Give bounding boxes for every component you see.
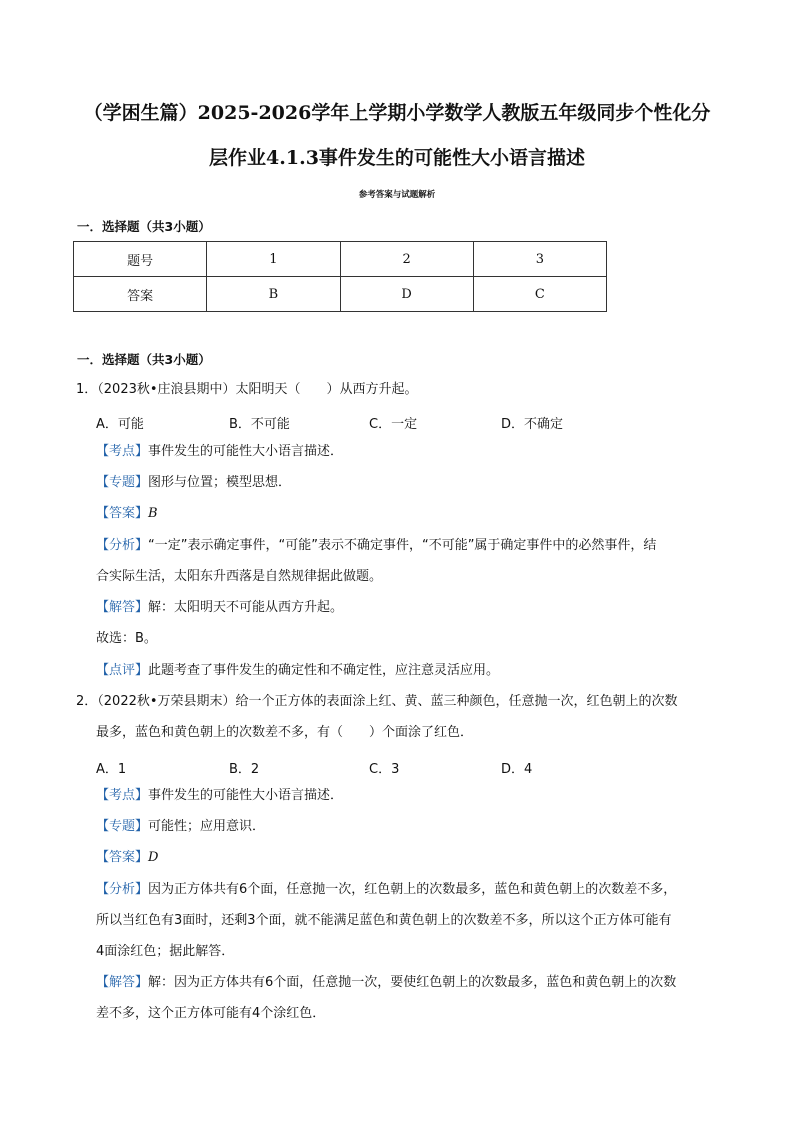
q2-stem: 2．（2022秋•万荣县期末）给一个正方体的表面涂上红、黄、蓝三种颜色，任意抛一次，红色朝上的次数 (76, 694, 678, 709)
q1-solution (96, 601, 343, 614)
q2-option-c: C．3 (369, 762, 400, 777)
table-cell: 题号 (74, 242, 207, 277)
q1-comment (96, 664, 499, 677)
table-cell: B (207, 277, 340, 312)
table-cell: 答案 (74, 277, 207, 312)
comment-text: 此题考查了事件发生的确定性和不确定性，应注意灵活应用。 (148, 663, 500, 678)
analysis-tag: 【分析】 (96, 538, 149, 553)
zhuanti-tag: 【专题】 (96, 819, 149, 834)
solution-text: 解：太阳明天不可能从西方升起。 (148, 600, 344, 615)
q2-analysis (96, 883, 676, 896)
q1-choice: 故选：B。 (96, 631, 157, 646)
q1-zhuanti (96, 476, 291, 489)
q1-option-d: D．不确定 (501, 417, 564, 432)
section-heading-answers: 一．选择题（共3小题） (77, 219, 211, 234)
table-cell: 1 (207, 242, 340, 277)
q2-analysis-cont1: 所以当红色有3面时，还剩3个面，就不能满足蓝色和黄色朝上的次数差不多，所以这个正方体可能有 (96, 913, 672, 928)
document-subtitle: 参考答案与试题解析 (358, 190, 436, 200)
q1-option-a: A．可能 (96, 417, 144, 432)
q2-option-b: B．2 (229, 762, 260, 777)
kaodian-text: 事件发生的可能性大小语言描述． (148, 444, 344, 459)
table-cell: D (340, 277, 473, 312)
answer-tag: 【答案】 (96, 850, 149, 865)
answer-tag: 【答案】 (96, 506, 149, 521)
q2-stem-cont: 最多，蓝色和黄色朝上的次数差不多，有（ ）个面涂了红色． (96, 725, 474, 740)
kaodian-tag: 【考点】 (96, 444, 149, 459)
table-row (74, 242, 607, 277)
analysis-text: “一定”表示确定事件，“可能”表示不确定事件，“不可能”属于确定事件中的必然事件，结 (148, 538, 657, 553)
q2-solution-cont: 差不多，这个正方体可能有4个涂红色． (96, 1006, 326, 1021)
q1-analysis-cont: 合实际生活，太阳东升西落是自然规律据此做题。 (96, 569, 383, 584)
table-cell: 3 (473, 242, 606, 277)
kaodian-tag: 【考点】 (96, 788, 149, 803)
q1-option-b: B．不可能 (229, 417, 290, 432)
q1-answer (96, 507, 158, 520)
solution-tag: 【解答】 (96, 975, 149, 990)
answer-text: B (148, 506, 158, 521)
document-title-line2: 层作业4.1.3事件发生的可能性大小语言描述 (209, 147, 585, 169)
solution-tag: 【解答】 (96, 600, 149, 615)
document-title-line1: （学困生篇）2025-2026学年上学期小学数学人教版五年级同步个性化分 (83, 102, 711, 124)
q2-solution (96, 976, 676, 989)
table-row (74, 277, 607, 312)
q2-option-a: A．1 (96, 762, 127, 777)
answer-text: D (148, 850, 159, 865)
q2-answer (96, 851, 158, 864)
section-heading-questions: 一．选择题（共3小题） (77, 352, 211, 367)
q2-zhuanti (96, 820, 265, 833)
zhuanti-text: 图形与位置；模型思想． (148, 475, 292, 490)
q2-option-d: D．4 (501, 762, 533, 777)
answer-table (73, 241, 607, 312)
analysis-tag: 【分析】 (96, 882, 149, 897)
solution-text: 解：因为正方体共有6个面，任意抛一次，要使红色朝上的次数最多，蓝色和黄色朝上的次数 (148, 975, 677, 990)
q1-stem: 1．（2023秋•庄浪县期中）太阳明天（ ）从西方升起。 (76, 382, 418, 397)
comment-tag: 【点评】 (96, 663, 149, 678)
table-cell: 2 (340, 242, 473, 277)
q2-kaodian (96, 789, 343, 802)
q1-analysis (96, 539, 656, 552)
analysis-text: 因为正方体共有6个面，任意抛一次，红色朝上的次数最多，蓝色和黄色朝上的次数差不多， (148, 882, 677, 897)
table-cell: C (473, 277, 606, 312)
q1-option-c: C．一定 (369, 417, 418, 432)
q2-analysis-cont2: 4面涂红色；据此解答． (96, 944, 235, 959)
kaodian-text: 事件发生的可能性大小语言描述． (148, 788, 344, 803)
zhuanti-text: 可能性；应用意识． (148, 819, 266, 834)
q1-kaodian (96, 445, 343, 458)
zhuanti-tag: 【专题】 (96, 475, 149, 490)
